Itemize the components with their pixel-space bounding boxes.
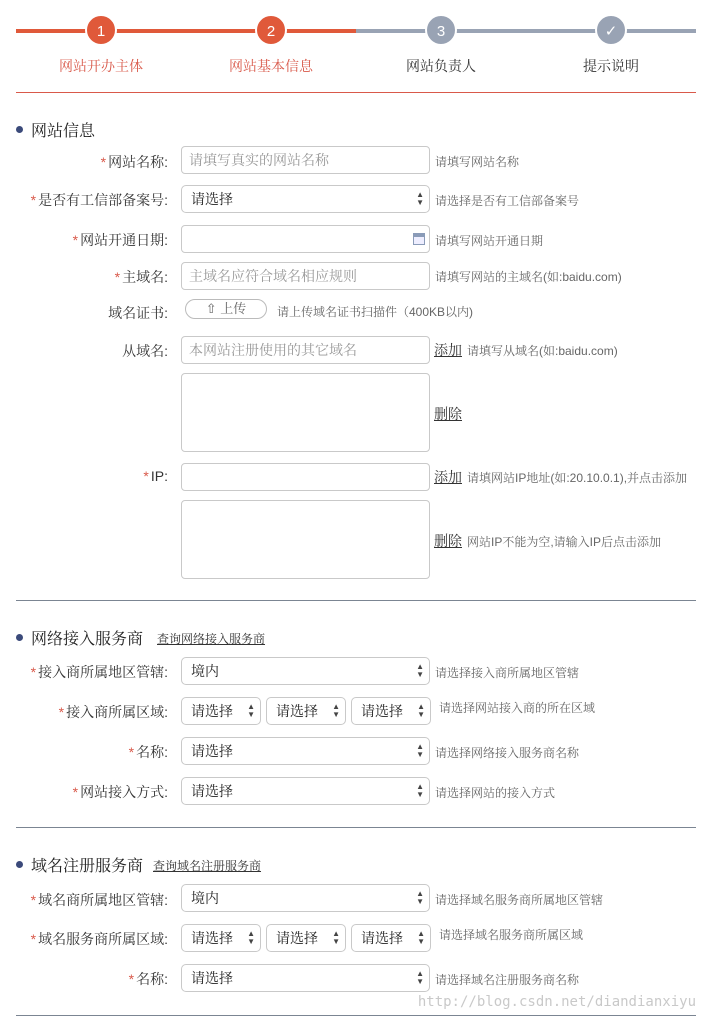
ip-add-link[interactable]: 添加: [434, 469, 462, 485]
cert-hint: 请上传域名证书扫描件（400KB以内): [277, 305, 474, 319]
registrar-name-select[interactable]: 请选择 ▲ ▼: [181, 964, 430, 992]
registrar-district-select[interactable]: 请选择 ▲ ▼: [351, 924, 431, 952]
miit-hint: 请选择是否有工信部备案号: [435, 194, 580, 208]
access-district-select[interactable]: 请选择 ▲ ▼: [351, 697, 431, 725]
registrar-region-hint: 请选择域名服务商所属地区管辖: [435, 893, 604, 907]
section-access-text: 网络接入服务商: [31, 631, 144, 648]
open-date-input[interactable]: [181, 225, 430, 253]
sub-domain-delete-link[interactable]: 删除: [434, 406, 462, 422]
step-1: [16, 14, 186, 76]
access-method-hint: 请选择网站的接入方式: [435, 786, 556, 800]
domain-input[interactable]: 主域名应符合域名相应规则: [181, 262, 430, 290]
select-arrows-icon: ▲ ▼: [332, 929, 340, 946]
step-3: [356, 14, 526, 76]
check-icon: ✓: [595, 14, 627, 46]
bullet-icon: [16, 126, 23, 133]
ip-hint: 请填网站IP地址(如:20.10.0.1),并点击添加: [467, 471, 688, 485]
sub-domain-list[interactable]: [181, 373, 430, 452]
sub-domain-input[interactable]: 本网站注册使用的其它域名: [181, 336, 430, 364]
access-city-select[interactable]: 请选择 ▲ ▼: [266, 697, 346, 725]
ip-delete-link[interactable]: 删除: [434, 533, 462, 549]
select-arrows-icon: ▲ ▼: [417, 702, 425, 719]
section-divider-3: [16, 1015, 696, 1016]
sub-domain-hint: 请填写从域名(如:baidu.com): [467, 344, 618, 358]
section-site-info-text: 网站信息: [31, 123, 96, 140]
registrar-name-hint: 请选择域名注册服务商名称: [435, 973, 580, 987]
registrar-name-label: * 名称:: [128, 971, 168, 987]
step-3-label: 网站负责人: [406, 58, 476, 74]
site-name-hint: 请填写网站名称: [435, 155, 520, 169]
sub-domain-label: 从域名:: [122, 343, 168, 359]
calendar-icon[interactable]: [413, 233, 425, 245]
select-arrows-icon: ▲ ▼: [416, 969, 424, 986]
access-name-label: * 名称:: [128, 744, 168, 760]
access-region-select[interactable]: 境内 ▲ ▼: [181, 657, 430, 685]
upload-icon: ⇧: [205, 301, 217, 316]
access-region-label: * 接入商所属地区管辖:: [30, 664, 168, 680]
access-method-select[interactable]: 请选择 ▲ ▼: [181, 777, 430, 805]
domain-label: * 主域名:: [114, 269, 168, 285]
site-name-label: * 网站名称:: [100, 154, 168, 170]
select-arrows-icon: ▲ ▼: [247, 929, 255, 946]
access-region-hint: 请选择接入商所属地区管辖: [435, 666, 580, 680]
section-site-info-title: [16, 118, 95, 141]
registrar-region-label: * 域名商所属地区管辖:: [30, 892, 168, 908]
access-name-select[interactable]: 请选择 ▲ ▼: [181, 737, 430, 765]
select-arrows-icon: ▲ ▼: [416, 662, 424, 679]
select-arrows-icon: ▲ ▼: [416, 782, 424, 799]
section-registrar-text: 域名注册服务商: [31, 858, 144, 875]
step-2-circle: 2: [255, 14, 287, 46]
select-arrows-icon: ▲ ▼: [416, 889, 424, 906]
domain-hint: 请填写网站的主域名(如:baidu.com): [435, 270, 622, 284]
step-2: [186, 14, 356, 76]
ip-delete-hint: 网站IP不能为空,请输入IP后点击添加: [467, 535, 662, 549]
step-4: [526, 14, 696, 76]
step-4-label: 提示说明: [583, 58, 639, 74]
select-arrows-icon: ▲ ▼: [416, 742, 424, 759]
query-registrar-link[interactable]: 查询域名注册服务商: [153, 859, 262, 873]
ip-label: * IP:: [143, 468, 168, 484]
bullet-icon: [16, 861, 23, 868]
ip-list[interactable]: [181, 500, 430, 579]
step-1-circle: 1: [85, 14, 117, 46]
registrar-region-select[interactable]: 境内 ▲ ▼: [181, 884, 430, 912]
open-date-label: * 网站开通日期:: [72, 232, 168, 248]
access-name-hint: 请选择网络接入服务商名称: [435, 746, 580, 760]
section-divider-1: [16, 600, 696, 601]
upload-button[interactable]: ⇧ 上传: [185, 299, 267, 319]
section-divider-2: [16, 827, 696, 828]
miit-label: * 是否有工信部备案号:: [30, 192, 168, 208]
section-access-title: [16, 626, 143, 649]
registrar-area-label: * 域名服务商所属区域:: [30, 931, 168, 947]
select-arrows-icon: ▲ ▼: [247, 702, 255, 719]
access-method-label: * 网站接入方式:: [72, 784, 168, 800]
sub-domain-add-link[interactable]: 添加: [434, 342, 462, 358]
step-3-circle: 3: [425, 14, 457, 46]
miit-select[interactable]: 请选择 ▲ ▼: [181, 185, 430, 213]
registrar-province-select[interactable]: 请选择 ▲ ▼: [181, 924, 261, 952]
ip-input[interactable]: [181, 463, 430, 491]
header-divider: [16, 92, 696, 93]
site-name-input[interactable]: 请填写真实的网站名称: [181, 146, 430, 174]
select-arrows-icon: ▲ ▼: [332, 702, 340, 719]
step-2-label: 网站基本信息: [229, 58, 313, 74]
query-access-provider-link[interactable]: 查询网络接入服务商: [157, 632, 266, 646]
cert-label: 域名证书:: [108, 305, 168, 321]
access-province-select[interactable]: 请选择 ▲ ▼: [181, 697, 261, 725]
select-arrows-icon: ▲ ▼: [416, 190, 424, 207]
registrar-city-select[interactable]: 请选择 ▲ ▼: [266, 924, 346, 952]
watermark: http://blog.csdn.net/diandianxiyu: [417, 994, 696, 1010]
select-arrows-icon: ▲ ▼: [417, 929, 425, 946]
progress-steps: [16, 14, 696, 74]
registrar-area-hint: 请选择域名服务商所属区域: [439, 928, 584, 942]
section-registrar-title: [16, 853, 143, 876]
bullet-icon: [16, 634, 23, 641]
open-date-hint: 请填写网站开通日期: [435, 234, 544, 248]
access-area-label: * 接入商所属区域:: [58, 704, 168, 720]
step-1-label: 网站开办主体: [59, 58, 143, 74]
access-area-hint: 请选择网站接入商的所在区域: [439, 701, 596, 715]
